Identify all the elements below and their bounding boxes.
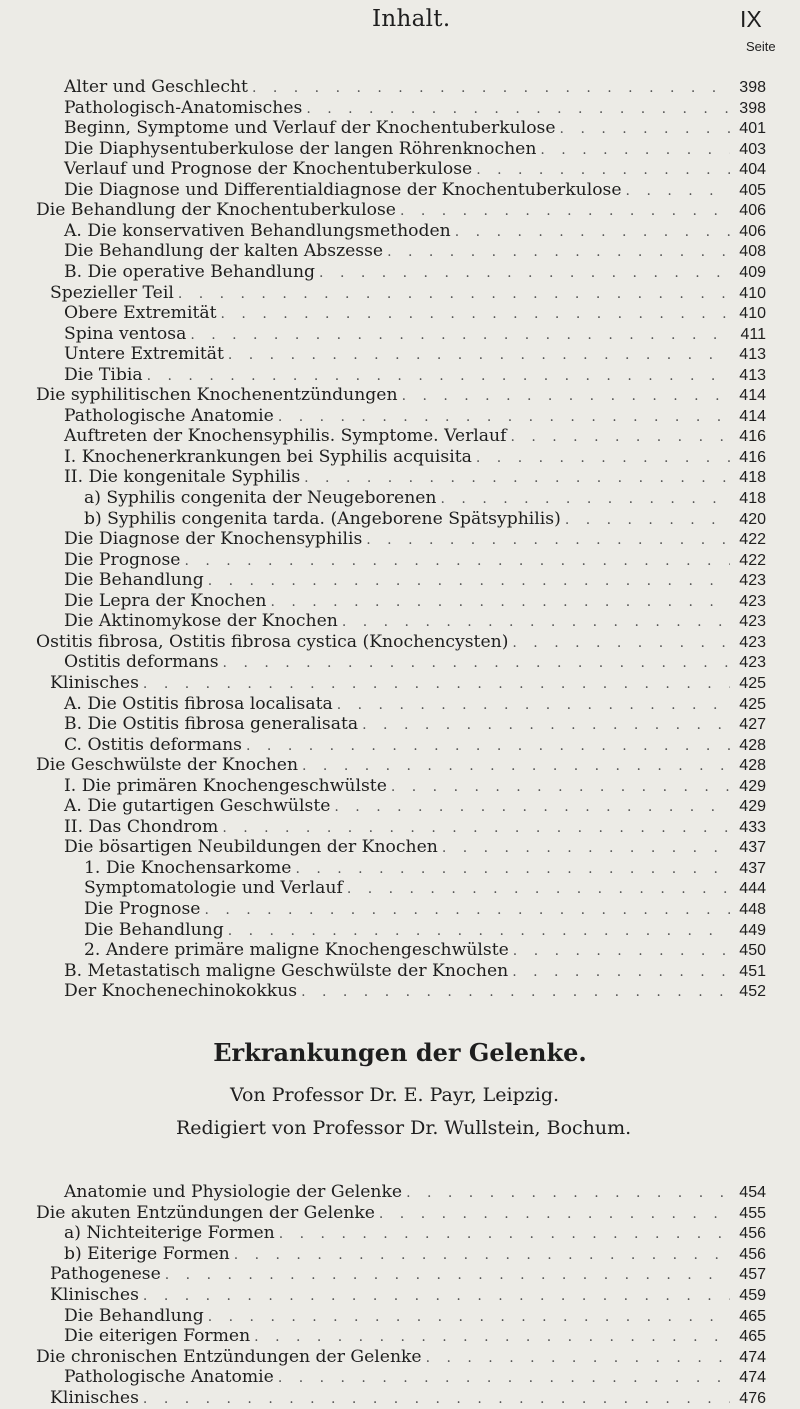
toc-leader-dots xyxy=(274,1369,730,1388)
toc-entry xyxy=(36,1204,766,1223)
toc-entry-title: 2. Andere primäre maligne Knochengeschwülste xyxy=(84,940,509,961)
toc-entry-page: 404 xyxy=(739,161,766,179)
toc-entry xyxy=(64,366,766,385)
toc-entry-title: Die Lepra der Knochen xyxy=(64,590,267,611)
toc-leader-dots xyxy=(298,757,730,776)
toc-entry xyxy=(84,921,766,940)
toc-entry-title: Pathologische Anatomie xyxy=(64,405,274,426)
toc-entry-title: Klinisches xyxy=(50,1285,139,1305)
toc-entry-page: 423 xyxy=(739,654,766,672)
toc-entry-title: Die Diagnose der Knochensyphilis xyxy=(64,529,363,550)
toc-entry xyxy=(64,982,766,1001)
toc-entry-page: 403 xyxy=(739,140,766,158)
toc-leader-dots xyxy=(438,839,730,858)
toc-entry xyxy=(50,1286,766,1305)
toc-entry-title: Pathogenese xyxy=(50,1264,161,1285)
toc-entry-page: 456 xyxy=(739,1245,766,1263)
toc-entry-page: 428 xyxy=(739,757,766,775)
toc-entry xyxy=(64,530,766,549)
toc-leader-dots xyxy=(200,901,730,920)
toc-entry xyxy=(50,1265,766,1284)
toc-leader-dots xyxy=(556,120,730,139)
toc-entry xyxy=(64,119,766,138)
toc-entry-title: I. Knochenerkrankungen bei Syphilis acquisita xyxy=(64,446,472,467)
toc-entry-title: a) Nichteiterige Formen xyxy=(64,1223,275,1244)
toc-entry-page: 413 xyxy=(739,346,766,364)
toc-entry xyxy=(64,263,766,282)
toc-entry xyxy=(64,78,766,97)
toc-leader-dots xyxy=(161,1266,730,1285)
toc-leader-dots xyxy=(218,819,730,838)
toc-entry xyxy=(36,1348,766,1367)
toc-entry-page: 449 xyxy=(739,921,766,939)
toc-entry-title: Die Prognose xyxy=(64,549,181,570)
toc-entry xyxy=(36,386,766,405)
toc-entry xyxy=(64,736,766,755)
toc-leader-dots xyxy=(315,264,730,283)
toc-entry-page: 416 xyxy=(739,428,766,446)
toc-entry-page: 474 xyxy=(739,1348,766,1366)
toc-leader-dots xyxy=(143,367,730,386)
toc-entry xyxy=(64,325,766,344)
toc-entry-page: 465 xyxy=(739,1328,766,1346)
toc-entry-title: Klinisches xyxy=(50,672,139,693)
section-title: Erkrankungen der Gelenke. xyxy=(213,1038,587,1067)
toc-entry-page: 450 xyxy=(739,942,766,960)
toc-leader-dots xyxy=(230,1246,730,1265)
toc-entry-page: 398 xyxy=(739,99,766,117)
toc-entry-title: Ostitis deformans xyxy=(64,652,219,673)
toc-entry-title: Der Knochenechinokokkus xyxy=(64,981,298,1002)
toc-entry-page: 427 xyxy=(739,716,766,734)
toc-entry xyxy=(50,284,766,303)
toc-entry-page: 420 xyxy=(739,510,766,528)
toc-entry-title: Die syphilitischen Knochenentzündungen xyxy=(36,385,398,406)
toc-entry-title: Pathologische Anatomie xyxy=(64,1367,274,1388)
toc-entry-title: A. Die gutartigen Geschwülste xyxy=(64,796,331,817)
toc-leader-dots xyxy=(362,531,730,550)
toc-entry-title: Die Behandlung der Knochentuberkulose xyxy=(36,200,396,221)
toc-entry xyxy=(64,345,766,364)
toc-entry-title: C. Ostitis deformans xyxy=(64,734,243,755)
toc-entry-page: 425 xyxy=(739,695,766,713)
toc-entry xyxy=(64,571,766,590)
toc-entry-title: Die Behandlung xyxy=(64,570,204,591)
toc-leader-dots xyxy=(506,428,730,447)
section-editor: Redigiert von Professor Dr. Wullstein, Bochum. xyxy=(176,1117,632,1139)
toc-entry-title: Die Diagnose und Differentialdiagnose der Knochentuberkulose xyxy=(64,179,622,200)
toc-entry-title: A. Die Ostitis fibrosa localisata xyxy=(64,693,333,714)
toc-leader-dots xyxy=(330,798,730,817)
toc-entry xyxy=(64,448,766,467)
toc-entry-page: 428 xyxy=(739,736,766,754)
toc-entry-title: Die Behandlung der kalten Abszesse xyxy=(64,241,384,262)
toc-entry-page: 414 xyxy=(739,387,766,405)
toc-entry-title: Untere Extremität xyxy=(64,344,224,365)
toc-entry-title: Ostitis fibrosa, Ostitis fibrosa cystica (Knochencysten) xyxy=(36,631,509,652)
toc-entry-page: 406 xyxy=(739,222,766,240)
toc-leader-dots xyxy=(248,79,730,98)
toc-entry-page: 459 xyxy=(739,1287,766,1304)
toc-entry-title: II. Die kongenitale Syphilis xyxy=(64,467,301,488)
toc-entry-title: Pathologisch-Anatomisches xyxy=(64,97,303,118)
toc-entry-page: 401 xyxy=(739,120,766,138)
toc-entry xyxy=(64,551,766,570)
toc-entry xyxy=(64,1307,766,1326)
toc-entry xyxy=(64,777,766,796)
toc-entry xyxy=(36,201,766,220)
toc-entry xyxy=(64,242,766,261)
toc-entry-title: Die akuten Entzündungen der Gelenke xyxy=(36,1202,375,1223)
toc-entry xyxy=(64,160,766,179)
toc-entry xyxy=(84,900,766,919)
toc-entry xyxy=(64,468,766,487)
toc-entry-title: Auftreten der Knochensyphilis. Symptome. Verlauf xyxy=(64,426,507,447)
toc-leader-dots xyxy=(139,1287,730,1306)
toc-entry xyxy=(64,818,766,837)
toc-leader-dots xyxy=(508,634,730,653)
toc-entry-page: 465 xyxy=(739,1307,766,1325)
toc-leader-dots xyxy=(139,1390,730,1409)
toc-leader-dots xyxy=(139,675,730,694)
toc-entry xyxy=(64,592,766,611)
toc-entry-title: Die Aktinomykose der Knochen xyxy=(64,611,338,632)
toc-entry-title: Spina ventosa xyxy=(64,323,187,344)
toc-entry xyxy=(64,181,766,200)
toc-leader-dots xyxy=(274,408,730,427)
toc-entry-page: 409 xyxy=(739,263,766,281)
toc-entry-title: Die Prognose xyxy=(84,899,201,919)
toc-entry xyxy=(64,304,766,323)
toc-entry-title: Die Geschwülste der Knochen xyxy=(36,755,299,776)
toc-entry xyxy=(64,838,766,857)
toc-entry xyxy=(36,756,766,775)
toc-entry-title: a) Syphilis congenita der Neugeborenen xyxy=(84,488,437,508)
toc-entry-title: 1. Die Knochensarkome xyxy=(84,857,292,878)
toc-entry-page: 422 xyxy=(739,551,766,569)
toc-entry-title: Die bösartigen Neubildungen der Knochen xyxy=(64,837,438,858)
toc-leader-dots xyxy=(275,1225,730,1244)
toc-leader-dots xyxy=(472,161,730,180)
toc-leader-dots xyxy=(396,202,730,221)
toc-leader-dots xyxy=(622,182,730,201)
toc-leader-dots xyxy=(204,1308,730,1327)
toc-leader-dots xyxy=(186,326,730,345)
toc-entry xyxy=(64,1224,766,1243)
toc-entry-page: 418 xyxy=(739,469,766,487)
toc-entry xyxy=(64,612,766,631)
toc-entry-title: Die eiterigen Formen xyxy=(64,1326,251,1347)
toc-leader-dots xyxy=(398,387,730,406)
toc-entry-page: 476 xyxy=(739,1390,766,1407)
toc-entry-page: 454 xyxy=(739,1184,766,1201)
toc-entry-title: Verlauf und Prognose der Knochentuberkulose xyxy=(64,159,473,180)
toc-entry-page: 474 xyxy=(739,1369,766,1387)
toc-entry xyxy=(64,222,766,241)
toc-leader-dots xyxy=(333,696,730,715)
toc-entry-title: Die chronischen Entzündungen der Gelenke xyxy=(36,1346,422,1367)
toc-entry-title: II. Das Chondrom xyxy=(64,816,219,837)
toc-leader-dots xyxy=(383,243,730,262)
toc-entry-page: 413 xyxy=(739,366,766,384)
toc-entry-page: 429 xyxy=(739,798,766,816)
toc-entry xyxy=(84,859,766,878)
toc-entry xyxy=(64,1368,766,1387)
toc-leader-dots xyxy=(343,880,730,899)
toc-leader-dots xyxy=(250,1328,730,1347)
toc-leader-dots xyxy=(536,141,730,160)
toc-entry-page: 448 xyxy=(739,901,766,918)
toc-entry-title: B. Die Ostitis fibrosa generalisata xyxy=(64,714,359,735)
toc-leader-dots xyxy=(508,963,730,982)
page-number-roman: IX xyxy=(740,6,762,32)
toc-entry xyxy=(64,653,766,672)
toc-entry xyxy=(64,962,766,981)
toc-entry-page: 433 xyxy=(739,818,766,836)
toc-entry-title: Symptomatologie und Verlauf xyxy=(84,878,343,899)
toc-entry xyxy=(36,633,766,652)
toc-leader-dots xyxy=(509,942,730,961)
toc-leader-dots xyxy=(422,1349,730,1368)
toc-entry-page: 410 xyxy=(739,305,766,323)
toc-entry-title: A. Die konservativen Behandlungsmethoden xyxy=(64,220,451,241)
toc-entry-title: Beginn, Symptome und Verlauf der Knochentuberkulose xyxy=(64,118,556,139)
toc-entry xyxy=(64,1327,766,1346)
toc-leader-dots xyxy=(338,613,730,632)
toc-leader-dots xyxy=(302,100,730,119)
toc-entry-page: 406 xyxy=(739,202,766,220)
toc-entry xyxy=(84,879,766,898)
toc-leader-dots xyxy=(387,778,730,797)
toc-entry-page: 423 xyxy=(739,633,766,651)
toc-entry-page: 422 xyxy=(739,531,766,549)
toc-leader-dots xyxy=(300,469,730,488)
toc-entry-page: 444 xyxy=(739,880,766,898)
toc-entry-page: 423 xyxy=(739,613,766,631)
toc-entry xyxy=(64,99,766,118)
toc-entry-title: I. Die primären Knochengeschwülste xyxy=(64,775,387,796)
toc-entry-page: 418 xyxy=(739,490,766,507)
toc-leader-dots xyxy=(375,1205,730,1224)
toc-entry-title: Die Diaphysentuberkulose der langen Röhrenknochen xyxy=(64,138,537,159)
toc-entry-page: 414 xyxy=(739,407,766,425)
toc-entry-title: Klinisches xyxy=(50,1388,139,1408)
toc-leader-dots xyxy=(217,305,730,324)
toc-leader-dots xyxy=(242,737,730,756)
toc-leader-dots xyxy=(224,922,730,941)
toc-entry-title: Spezieller Teil xyxy=(50,282,174,303)
toc-leader-dots xyxy=(204,572,730,591)
toc-entry-title: b) Eiterige Formen xyxy=(64,1243,230,1264)
toc-entry xyxy=(64,1245,766,1264)
toc-entry-page: 416 xyxy=(739,448,766,466)
toc-leader-dots xyxy=(402,1184,730,1203)
toc-entry xyxy=(64,407,766,426)
toc-entry-title: Alter und Geschlecht xyxy=(64,77,248,97)
toc-leader-dots xyxy=(358,716,730,735)
toc-leader-dots xyxy=(561,511,730,530)
toc-leader-dots xyxy=(472,449,730,468)
toc-entry-page: 423 xyxy=(739,592,766,610)
toc-entry-page: 457 xyxy=(739,1266,766,1284)
toc-leader-dots xyxy=(174,285,730,304)
page-header-title: Inhalt. xyxy=(372,6,451,32)
toc-entry-title: b) Syphilis congenita tarda. (Angeborene Spätsyphilis) xyxy=(84,508,561,529)
toc-entry xyxy=(64,715,766,734)
toc-leader-dots xyxy=(297,983,730,1002)
toc-entry-page: 452 xyxy=(739,983,766,1001)
toc-entry xyxy=(64,797,766,816)
toc-leader-dots xyxy=(451,223,730,242)
section-author: Von Professor Dr. E. Payr, Leipzig. xyxy=(230,1084,560,1106)
toc-leader-dots xyxy=(219,654,730,673)
toc-entry xyxy=(64,695,766,714)
toc-entry xyxy=(84,510,766,529)
toc-entry-page: 408 xyxy=(739,243,766,261)
toc-entry-title: B. Metastatisch maligne Geschwülste der Knochen xyxy=(64,960,509,981)
toc-entry-page: 437 xyxy=(739,859,766,877)
toc-entry-title: Die Tibia xyxy=(64,364,143,385)
toc-entry-page: 451 xyxy=(739,962,766,980)
toc-leader-dots xyxy=(291,860,730,879)
toc-entry xyxy=(84,941,766,960)
toc-entry-title: B. Die operative Behandlung xyxy=(64,261,316,282)
toc-entry xyxy=(50,674,766,693)
page-column-label: Seite xyxy=(746,39,776,54)
toc-entry-page: 429 xyxy=(739,777,766,795)
toc-entry xyxy=(64,427,766,446)
toc-leader-dots xyxy=(437,490,730,509)
toc-entry-page: 437 xyxy=(739,839,766,857)
toc-entry-page: 405 xyxy=(739,181,766,199)
toc-entry xyxy=(64,1183,766,1202)
toc-entry-page: 425 xyxy=(739,674,766,692)
toc-entry-title: Die Behandlung xyxy=(64,1305,204,1326)
toc-entry-page: 455 xyxy=(739,1204,766,1222)
toc-entry xyxy=(50,1389,766,1408)
toc-leader-dots xyxy=(180,552,730,571)
toc-entry-page: 410 xyxy=(739,284,766,302)
toc-leader-dots xyxy=(266,593,730,612)
toc-entry xyxy=(64,140,766,159)
toc-entry-title: Anatomie und Physiologie der Gelenke xyxy=(64,1182,403,1202)
toc-leader-dots xyxy=(224,346,730,365)
toc-entry xyxy=(84,489,766,508)
toc-entry-page: 398 xyxy=(739,79,766,96)
toc-entry-title: Obere Extremität xyxy=(64,303,217,324)
toc-entry-title: Die Behandlung xyxy=(84,919,224,940)
toc-entry-page: 456 xyxy=(739,1225,766,1243)
toc-entry-page: 423 xyxy=(739,572,766,590)
toc-entry-page: 411 xyxy=(740,325,766,343)
